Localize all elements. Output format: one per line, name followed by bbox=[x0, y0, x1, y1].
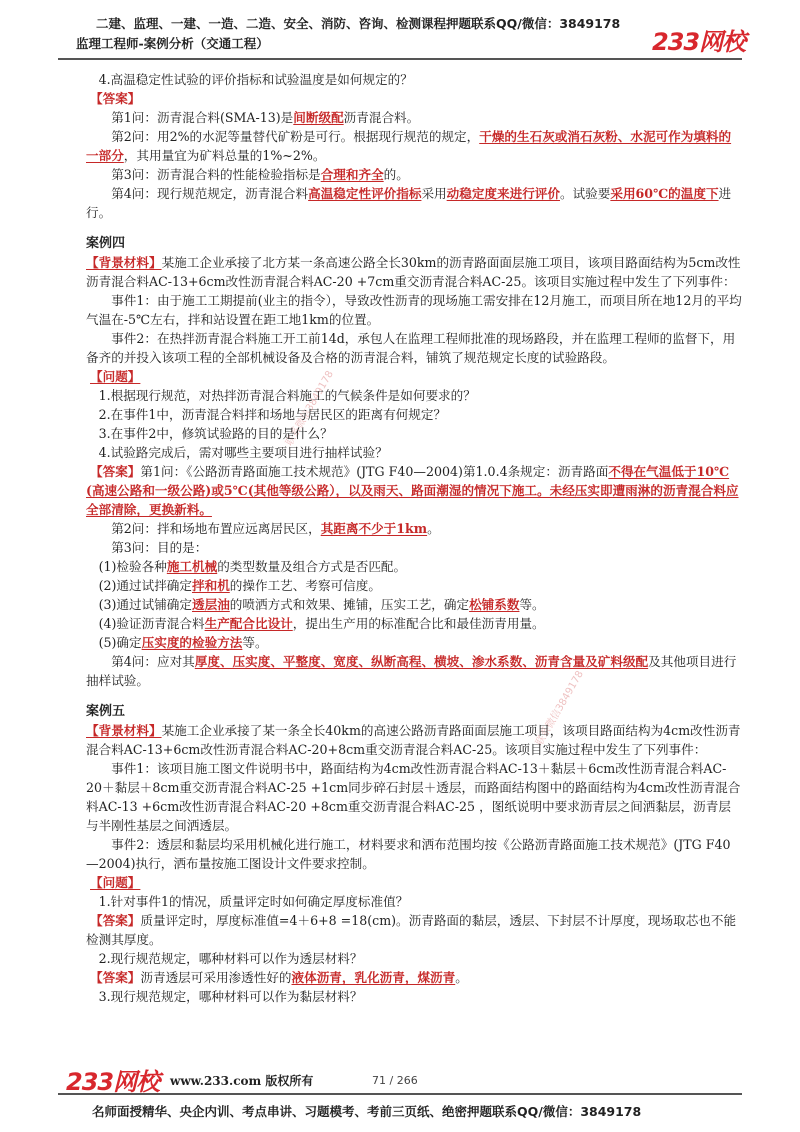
answer-line: 第2问：拌和场地布置应远离居民区，其距离不少于1km。 bbox=[111, 521, 440, 536]
event-paragraph: 事件1：由于施工工期提前(业主的指令），导致改性沥青的现场施工需安排在12月施工，而项目所在地12月的平均气温在-5℃左右，拌和站设置在距工地1km的位置。 bbox=[86, 293, 742, 327]
watermark: 联系微信3849178 bbox=[534, 669, 586, 748]
footer-divider bbox=[58, 1093, 742, 1095]
case-title: 案例四 bbox=[86, 236, 126, 251]
question-tag: 【问题】 bbox=[90, 875, 141, 890]
question-item: 2.现行规范规定，哪种材料可以作为透层材料？ bbox=[98, 951, 363, 966]
brand-logo-top: 233网校 bbox=[652, 28, 746, 56]
footer-copyright: www.233.com 版权所有 bbox=[170, 1074, 314, 1088]
event-paragraph: 事件2：透层和黏层均采用机械化进行施工，材料要求和洒布范围均按《公路沥青路面施工技术规范》(JTG F40—2004)执行，洒布量按施工图设计文件要求控制。 bbox=[86, 837, 731, 871]
header-divider bbox=[58, 58, 742, 60]
background-paragraph: 【背景材料】某施工企业承接了某一条全长40km的高速公路沥青路面面层施工项目，该项目路面结构为4cm改性沥青混合料AC-13+6cm改性沥青混合料AC-20+8cm重交沥青混合料AC-25。该项目实施过程中发生了下列事件： bbox=[86, 723, 741, 757]
answer-tag: 【答案】 bbox=[90, 970, 141, 985]
answer-line: 【答案】沥青透层可采用渗透性好的液体沥青，乳化沥青，煤沥青。 bbox=[90, 970, 468, 985]
event-paragraph: 事件1：该项目施工图文件说明书中，路面结构为4cm改性沥青混合料AC-13＋黏层＋6cm改性沥青混合料AC-20＋黏层＋8cm重交沥青混合料AC-25 +1cm同步碎石封层＋透层，而路面结构图中的路面结构为4cm改性沥青混合料AC-13 +6cm改性沥青混合料AC-20 +8cm重交沥青混合料AC-25 ，图纸说明中要求沥青层之间洒黏层，沥青层与半刚性基层之间洒透层。 bbox=[86, 761, 741, 833]
question-item: 3.现行规范规定，哪种材料可以作为黏层材料？ bbox=[98, 989, 363, 1004]
header-subject-line: 监理工程师-案例分析（交通工程） bbox=[76, 36, 269, 51]
answer-block bbox=[86, 89, 742, 108]
answer-line: 第1问：沥青混合料(SMA-13)是间断级配沥青混合料。 bbox=[111, 110, 420, 125]
answer-point: (3)通过试铺确定透层油的喷洒方式和效果、摊铺，压实工艺，确定松铺系数等。 bbox=[98, 597, 545, 612]
answer-line: 第4问：现行规范规定，沥青混合料高温稳定性评价指标采用动稳定度来进行评价。试验要采用60℃的温度下进行。 bbox=[86, 186, 732, 220]
question-tag: 【问题】 bbox=[90, 369, 141, 384]
background-tag: 【背景材料】 bbox=[86, 255, 162, 270]
question-text: 4.高温稳定性试验的评价指标和试验温度是如何规定的？ bbox=[98, 72, 413, 87]
event-paragraph: 事件2：在热拌沥青混合料施工开工前14d，承包人在监理工程师批准的现场路段，并在监理工程师的监督下，用备齐的并投入该项工程的全部机械设备及合格的沥青混合料，铺筑了规范规定长度的试验路段。 bbox=[86, 331, 736, 365]
page-content bbox=[86, 70, 742, 1006]
question-item: 2.在事件1中，沥青混合料拌和场地与居民区的距离有何规定？ bbox=[98, 407, 447, 422]
answer-point: (4)验证沥青混合料生产配合比设计，提出生产用的标准配合比和最佳沥青用量。 bbox=[98, 616, 545, 631]
footer-contact-line: 名师面授精华、央企内训、考点串讲、习题模考、考前三页纸、绝密押题联系QQ/微信：3849178 bbox=[92, 1104, 642, 1119]
background-paragraph: 【背景材料】某施工企业承接了北方某一条高速公路全长30km的沥青路面面层施工项目，该项目路面结构为5cm改性沥青混合料AC-13+6cm改性沥青混合料AC-20 +7cm重交沥青混合料AC-25。该项目实施过程中发生了下列事件： bbox=[86, 255, 741, 289]
question-item: 1.针对事件1的情况，质量评定时如何确定厚度标准值？ bbox=[98, 894, 409, 909]
question-item: 1.根据现行规范，对热拌沥青混合料施工的气候条件是如何要求的？ bbox=[98, 388, 476, 403]
answer-tag: 【答案】 bbox=[90, 464, 141, 479]
answer-point: (2)通过试拌确定拌和机的操作工艺、考察可信度。 bbox=[98, 578, 381, 593]
question-item: 4.试验路完成后，需对哪些主要项目进行抽样试验？ bbox=[98, 445, 388, 460]
page-number: 71 / 266 bbox=[372, 1074, 418, 1087]
case-title: 案例五 bbox=[86, 704, 126, 719]
header-contact-line: 二建、监理、一建、一造、二造、安全、消防、咨询、检测课程押题联系QQ/微信：3849178 bbox=[96, 16, 621, 31]
brand-logo-bottom: 233网校 bbox=[66, 1068, 160, 1096]
answer-line: 【答案】质量评定时，厚度标准值=4＋6+8 =18(cm)。沥青路面的黏层，透层、下封层不计厚度，现场取芯也不能检测其厚度。 bbox=[86, 913, 737, 947]
background-tag: 【背景材料】 bbox=[86, 723, 162, 738]
answer-line: 第2问：用2%的水泥等量替代矿粉是可行。根据现行规范的规定，干燥的生石灰或消石灰粉、水泥可作为填料的一部分，其用量宜为矿料总量的1%~2%。 bbox=[86, 129, 732, 163]
answer-point: (1)检验各种施工机械的类型数量及组合方式是否匹配。 bbox=[98, 559, 407, 574]
answer-line: 第3问：沥青混合料的性能检验指标是合理和齐全的。 bbox=[111, 167, 409, 182]
answer-line: 第4问：应对其厚度、压实度、平整度、宽度、纵断高程、横坡、渗水系数、沥青含量及矿料级配及其他项目进行抽样试验。 bbox=[86, 654, 737, 688]
answer-tag: 【答案】 bbox=[90, 913, 141, 928]
answer-line: 第3问：目的是： bbox=[111, 540, 208, 555]
answer-line: 【答案】第1问：《公路沥青路面施工技术规范》(JTG F40—2004)第1.0.4条规定：沥青路面不得在气温低于10℃(高速公路和一级公路)或5℃(其他等级公路），以及雨天、路面潮湿的情况下施工。未经压实即遭雨淋的沥青混合料应全部清除，更换新料。 bbox=[86, 464, 739, 517]
watermark: 联系微信3849178 bbox=[284, 369, 336, 448]
answer-tag: 【答案】 bbox=[90, 91, 141, 106]
answer-point: (5)确定压实度的检验方法等。 bbox=[98, 635, 268, 650]
question-tag-line bbox=[86, 367, 742, 386]
question-item: 3.在事件2中，修筑试验路的目的是什么？ bbox=[98, 426, 333, 441]
question-tag-line bbox=[86, 873, 742, 892]
